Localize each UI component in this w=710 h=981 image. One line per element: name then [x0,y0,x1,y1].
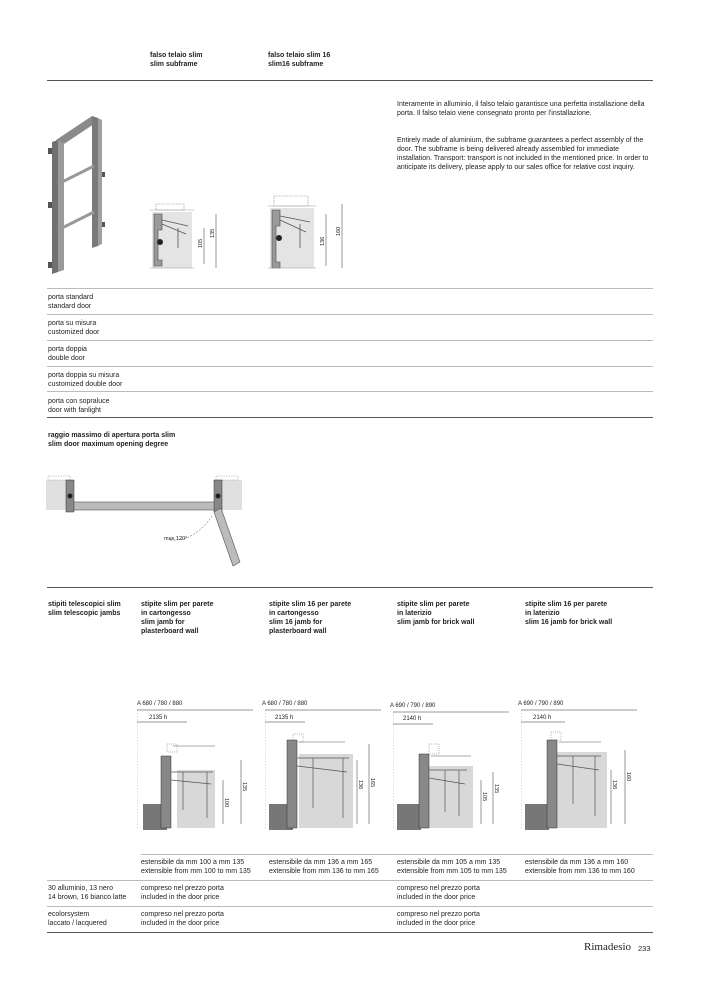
description-en: Entirely made of aluminium, the subframe guarantees a perfect assembly of the door. The subframe is being delivered already assembled for immediate installation. Transport: transport is not included in the mentioned price. In order to anticipate its delivery, please apply to our sales office for relative cost inquiry. [397,137,649,171]
door-type-standard: porta standard standard door [48,294,94,310]
row-divider [47,340,653,341]
door-type-fanlight: porta con sopraluce door with fanlight [48,398,110,414]
row-divider [47,366,653,367]
page-number: 233 [638,944,651,953]
jamb-header-2: stipite slim 16 per parete in cartongesso slim 16 jamb for plasterboard wall [269,601,352,635]
dim-label: 136 [611,780,617,790]
dim-label: 135 [241,782,247,792]
jamb-header-3: stipite slim per parete in laterizio slim jamb for brick wall [397,601,475,626]
dim-label: 105 [198,238,204,248]
dim-label: 135 [493,784,499,794]
row-divider [47,391,653,392]
ext-4: estensibile da mm 136 a mm 160 extensible from mm 136 to mm 160 [525,859,635,875]
opening-diagram [44,470,244,570]
finish-price-1a: compreso nel prezzo porta included in the door price [141,885,224,901]
brand-logo: Rimadesio [584,941,632,953]
finish-price-2b: compreso nel prezzo porta included in the door price [397,911,480,927]
row-divider [141,854,653,855]
header-slim16-subframe: falso telaio slim 16 slim16 subframe [268,52,331,68]
dim-label: 135 [210,228,216,238]
slim16-subframe-section [266,190,352,274]
divider [47,417,653,418]
subframe-illustration [44,112,106,276]
row-divider [47,880,653,881]
dim-label: 136 [320,236,326,246]
divider [47,932,653,933]
description [397,100,653,172]
ext-3: estensibile da mm 105 a mm 135 extensible from mm 105 to mm 135 [397,859,507,875]
opening-angle-label: max 120° [164,536,188,542]
finish-price-2a: compreso nel prezzo porta included in the door price [141,911,224,927]
door-type-customized: porta su misura customized door [48,320,100,336]
ext-2: estensibile da mm 136 a mm 165 extensible from mm 136 to mm 165 [269,859,379,875]
dim-label: 160 [336,226,342,236]
description-it: Interamente in alluminio, il falso telaio garantisce una perfetta installazione della porta. Il falso telaio viene consegnato pronto per l'installazione. [397,101,645,117]
jambs-section-title: stipiti telescopici slim slim telescopic jambs [48,601,121,617]
slim-subframe-section [148,200,224,274]
dim-label: 160 [625,772,631,782]
row-divider [47,906,653,907]
door-type-double: porta doppia double door [48,346,87,362]
dim-label: 100 [223,798,229,808]
ext-1: estensibile da mm 100 a mm 135 extensible from mm 100 to mm 135 [141,859,251,875]
door-type-customized-double: porta doppia su misura customized double door [48,372,123,388]
row-divider [47,314,653,315]
dim-label: 165 [369,778,375,788]
divider [47,80,653,81]
divider [47,587,653,588]
opening-title: raggio massimo di apertura porta slim slim door maximum opening degree [48,432,176,448]
jamb-header-1: stipite slim per parete in cartongesso slim jamb for plasterboard wall [141,601,214,635]
finish-label-1: 30 alluminio, 13 nero 14 brown, 16 bianco latte [48,885,127,901]
header-slim-subframe: falso telaio slim slim subframe [150,52,203,68]
dim-label: 136 [357,780,363,790]
jamb-header-4: stipite slim 16 per parete in laterizio slim 16 jamb for brick wall [525,601,613,626]
finish-label-2: ecolorsystem laccato / lacquered [48,911,107,927]
finish-price-1b: compreso nel prezzo porta included in the door price [397,885,480,901]
dim-label: 105 [481,792,487,802]
row-divider [47,288,653,289]
